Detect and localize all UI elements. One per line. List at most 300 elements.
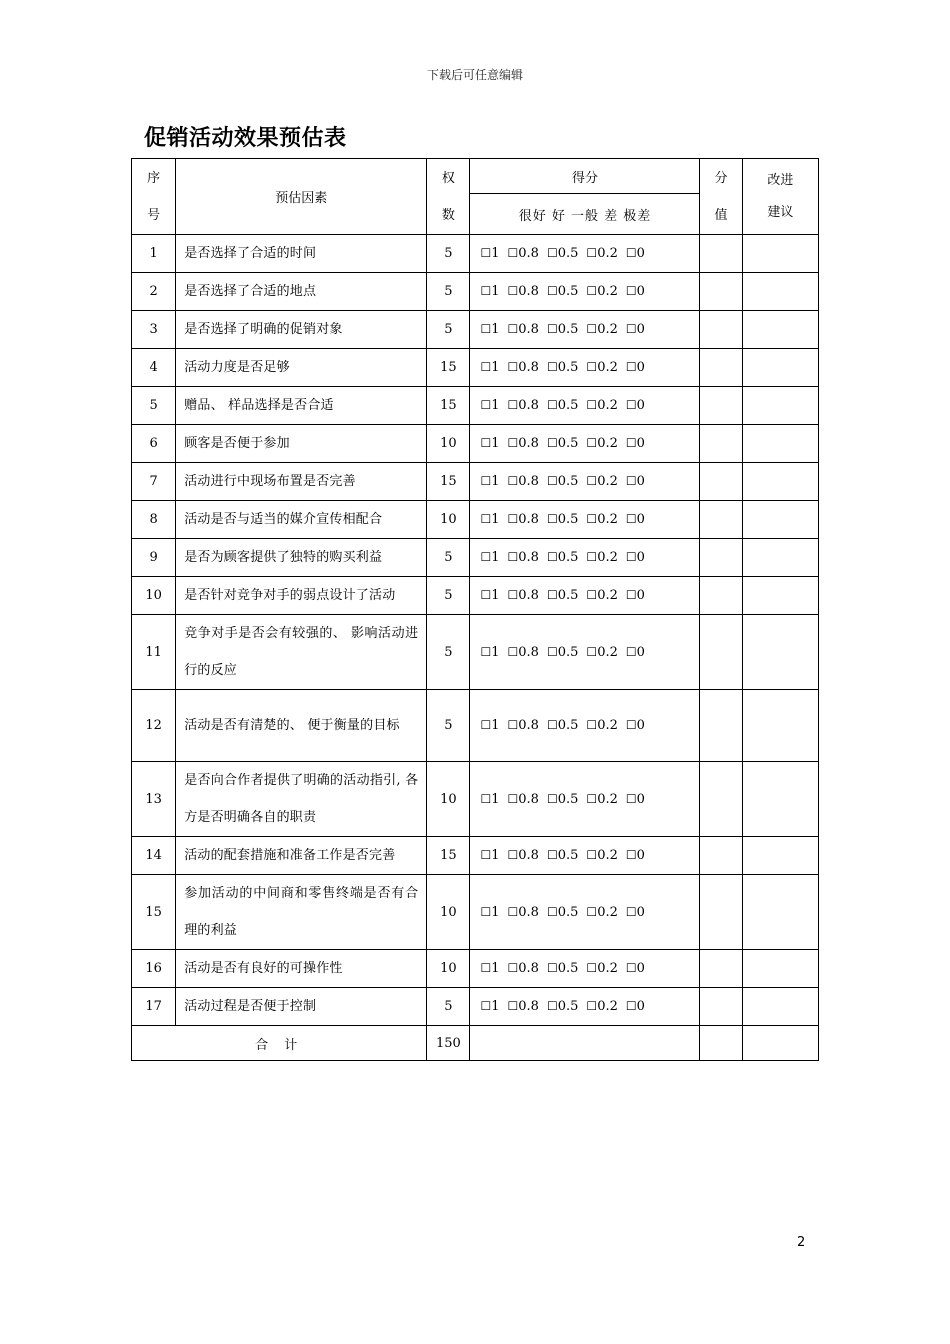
score-option-label: 0.2 <box>597 848 618 863</box>
score-option[interactable] <box>480 999 499 1014</box>
score-option-label: 1 <box>491 398 500 413</box>
row-number: 16 <box>132 950 176 988</box>
row-value-cell[interactable] <box>700 988 742 1026</box>
checkbox-icon[interactable]: ☐ <box>507 961 519 975</box>
score-option-label: 0.5 <box>557 791 579 807</box>
row-weight: 10 <box>427 875 470 950</box>
score-option[interactable] <box>586 961 617 976</box>
total-value-cell[interactable] <box>700 1026 742 1061</box>
score-option-label: 0.2 <box>597 436 618 451</box>
score-option[interactable] <box>586 645 617 660</box>
row-value-cell[interactable] <box>700 762 742 837</box>
score-option[interactable] <box>626 246 645 261</box>
score-option[interactable] <box>480 645 499 660</box>
checkbox-icon[interactable]: ☐ <box>480 644 492 659</box>
row-suggestion-cell[interactable] <box>742 463 818 501</box>
row-value-cell[interactable] <box>700 539 742 577</box>
checkbox-icon[interactable]: ☐ <box>546 904 558 919</box>
score-option-label: 0.5 <box>557 322 579 337</box>
score-option-label: 0.8 <box>518 718 539 733</box>
row-factor-cell <box>176 615 427 690</box>
checkbox-icon[interactable]: ☐ <box>586 360 598 374</box>
score-option[interactable] <box>547 999 578 1014</box>
row-suggestion-cell[interactable] <box>742 425 818 463</box>
score-option[interactable] <box>480 718 499 733</box>
row-score-options <box>470 950 700 988</box>
score-option-label: 0.8 <box>518 512 539 527</box>
checkbox-icon[interactable]: ☐ <box>480 718 492 732</box>
score-option[interactable] <box>547 718 578 733</box>
row-number: 2 <box>132 273 176 311</box>
row-suggestion-cell[interactable] <box>742 577 818 615</box>
checkbox-icon[interactable]: ☐ <box>586 999 598 1013</box>
score-option-label: 0 <box>636 718 645 733</box>
score-option[interactable] <box>547 474 578 489</box>
checkbox-icon[interactable]: ☐ <box>546 360 558 374</box>
score-option-label: 0.2 <box>597 246 618 261</box>
row-number: 14 <box>132 837 176 875</box>
score-option[interactable] <box>586 322 617 337</box>
checkbox-icon[interactable]: ☐ <box>625 246 637 260</box>
score-option[interactable] <box>626 905 645 920</box>
score-option[interactable] <box>508 360 539 375</box>
score-option[interactable] <box>508 645 539 660</box>
row-weight: 10 <box>427 950 470 988</box>
row-factor: 竞争对手是否会有较强的、 影响活动进行的反应 <box>184 626 419 678</box>
row-weight: 5 <box>427 311 470 349</box>
score-option[interactable] <box>586 360 617 375</box>
row-value-cell[interactable] <box>700 950 742 988</box>
total-suggestion-cell[interactable] <box>742 1026 818 1061</box>
score-option-label: 0.2 <box>597 512 618 527</box>
row-number: 8 <box>132 501 176 539</box>
row-value-cell[interactable] <box>700 837 742 875</box>
checkbox-icon[interactable]: ☐ <box>507 512 519 526</box>
checkbox-icon[interactable]: ☐ <box>507 999 519 1013</box>
score-option-label: 1 <box>491 284 500 299</box>
checkbox-icon[interactable]: ☐ <box>586 284 598 298</box>
checkbox-icon[interactable]: ☐ <box>507 436 519 450</box>
score-option[interactable] <box>547 322 578 337</box>
score-option-label: 0.5 <box>557 360 579 375</box>
score-option[interactable] <box>480 792 499 807</box>
checkbox-icon[interactable]: ☐ <box>625 512 637 526</box>
checkbox-icon[interactable]: ☐ <box>507 360 519 374</box>
header-value-line1: 分 <box>714 170 728 186</box>
score-option[interactable] <box>508 246 539 261</box>
score-option[interactable] <box>547 360 578 375</box>
score-option[interactable] <box>586 246 617 261</box>
header-suggestion <box>742 159 818 235</box>
score-option[interactable] <box>626 550 645 565</box>
document-title: 促销活动效果预估表 <box>144 126 347 151</box>
checkbox-icon[interactable]: ☐ <box>480 322 492 336</box>
score-option[interactable] <box>547 284 578 299</box>
score-option[interactable] <box>480 284 499 299</box>
score-option[interactable] <box>626 360 645 375</box>
score-option[interactable] <box>626 848 645 863</box>
checkbox-icon[interactable]: ☐ <box>625 550 637 564</box>
score-option[interactable] <box>547 848 578 863</box>
table-row <box>132 235 819 273</box>
checkbox-icon[interactable]: ☐ <box>625 398 637 412</box>
checkbox-icon[interactable]: ☐ <box>546 322 558 336</box>
score-option[interactable] <box>547 792 578 807</box>
row-number: 13 <box>132 762 176 837</box>
row-suggestion-cell[interactable] <box>742 387 818 425</box>
checkbox-icon[interactable]: ☐ <box>507 791 519 806</box>
checkbox-icon[interactable]: ☐ <box>507 246 519 260</box>
score-option-label: 1 <box>491 961 500 976</box>
row-value-cell[interactable] <box>700 875 742 950</box>
score-option[interactable] <box>508 588 539 603</box>
checkbox-icon[interactable]: ☐ <box>507 718 519 732</box>
score-option-label: 0.5 <box>557 436 579 451</box>
checkbox-icon[interactable]: ☐ <box>507 474 519 488</box>
score-option[interactable] <box>626 284 645 299</box>
score-option[interactable] <box>480 436 499 451</box>
score-option[interactable] <box>586 792 617 807</box>
row-suggestion-cell[interactable] <box>742 875 818 950</box>
score-option[interactable] <box>480 398 499 413</box>
checkbox-icon[interactable]: ☐ <box>546 848 558 862</box>
checkbox-icon[interactable]: ☐ <box>625 999 637 1013</box>
checkbox-icon[interactable]: ☐ <box>546 474 558 488</box>
row-value-cell[interactable] <box>700 577 742 615</box>
score-option[interactable] <box>508 792 539 807</box>
score-option[interactable] <box>626 718 645 733</box>
score-option-label: 0.8 <box>518 246 539 261</box>
score-option-label: 0 <box>636 436 645 451</box>
checkbox-icon[interactable]: ☐ <box>480 512 492 526</box>
row-suggestion-cell[interactable] <box>742 988 818 1026</box>
checkbox-icon[interactable]: ☐ <box>480 588 492 602</box>
row-suggestion-cell[interactable] <box>742 349 818 387</box>
score-option[interactable] <box>480 322 499 337</box>
table-row <box>132 950 819 988</box>
score-option-label: 0.8 <box>518 436 539 451</box>
row-weight: 5 <box>427 690 470 762</box>
checkbox-icon[interactable]: ☐ <box>625 322 637 336</box>
score-option[interactable] <box>480 588 499 603</box>
row-value-cell[interactable] <box>700 387 742 425</box>
checkbox-icon[interactable]: ☐ <box>625 791 637 806</box>
checkbox-icon[interactable]: ☐ <box>625 718 637 732</box>
checkbox-icon[interactable]: ☐ <box>546 550 558 564</box>
score-option[interactable] <box>626 999 645 1014</box>
score-option[interactable] <box>547 436 578 451</box>
checkbox-icon[interactable]: ☐ <box>625 904 637 919</box>
score-option[interactable] <box>586 848 617 863</box>
row-suggestion-cell[interactable] <box>742 311 818 349</box>
row-suggestion-cell[interactable] <box>742 273 818 311</box>
row-factor: 是否向合作者提供了明确的活动指引, 各方是否明确各自的职责 <box>184 773 419 825</box>
row-value-cell[interactable] <box>700 235 742 273</box>
row-weight: 10 <box>427 501 470 539</box>
score-option[interactable] <box>547 246 578 261</box>
score-option[interactable] <box>626 474 645 489</box>
row-score-options <box>470 273 700 311</box>
score-option[interactable] <box>586 550 617 565</box>
score-option[interactable] <box>508 322 539 337</box>
checkbox-icon[interactable]: ☐ <box>625 644 637 659</box>
row-value-cell[interactable] <box>700 501 742 539</box>
score-option[interactable] <box>586 474 617 489</box>
row-weight: 15 <box>427 387 470 425</box>
score-option[interactable] <box>480 905 499 920</box>
row-suggestion-cell[interactable] <box>742 762 818 837</box>
table-row <box>132 690 819 762</box>
row-suggestion-cell[interactable] <box>742 235 818 273</box>
score-option[interactable] <box>586 512 617 527</box>
checkbox-icon[interactable]: ☐ <box>586 474 598 488</box>
checkbox-icon[interactable]: ☐ <box>586 322 598 336</box>
checkbox-icon[interactable]: ☐ <box>586 904 598 919</box>
row-factor: 是否为顾客提供了独特的购买利益 <box>184 550 383 565</box>
checkbox-icon[interactable]: ☐ <box>586 848 598 862</box>
checkbox-icon[interactable]: ☐ <box>625 360 637 374</box>
checkbox-icon[interactable]: ☐ <box>546 718 558 732</box>
score-option-label: 1 <box>491 718 500 733</box>
checkbox-icon[interactable]: ☐ <box>507 904 519 919</box>
score-option[interactable] <box>480 550 499 565</box>
score-option[interactable] <box>508 436 539 451</box>
row-suggestion-cell[interactable] <box>742 615 818 690</box>
row-factor-cell <box>176 425 427 463</box>
score-option[interactable] <box>547 398 578 413</box>
score-option[interactable] <box>626 645 645 660</box>
row-number: 10 <box>132 577 176 615</box>
checkbox-icon[interactable]: ☐ <box>625 436 637 450</box>
checkbox-icon[interactable]: ☐ <box>480 848 492 862</box>
score-option-label: 0 <box>636 398 645 413</box>
total-weight: 150 <box>427 1026 470 1061</box>
score-option[interactable] <box>586 284 617 299</box>
score-option-label: 0.2 <box>597 644 618 660</box>
checkbox-icon[interactable]: ☐ <box>586 512 598 526</box>
checkbox-icon[interactable]: ☐ <box>586 961 598 975</box>
checkbox-icon[interactable]: ☐ <box>507 550 519 564</box>
score-option[interactable] <box>480 848 499 863</box>
score-option[interactable] <box>586 718 617 733</box>
row-weight: 5 <box>427 539 470 577</box>
table-row <box>132 501 819 539</box>
row-suggestion-cell[interactable] <box>742 837 818 875</box>
score-option[interactable] <box>626 588 645 603</box>
row-value-cell[interactable] <box>700 311 742 349</box>
header-note: 下载后可任意编辑 <box>426 68 523 82</box>
checkbox-icon[interactable]: ☐ <box>480 904 492 919</box>
checkbox-icon[interactable]: ☐ <box>586 644 598 659</box>
checkbox-icon[interactable]: ☐ <box>546 999 558 1013</box>
header-num <box>132 159 176 235</box>
row-factor-cell <box>176 950 427 988</box>
score-option[interactable] <box>547 645 578 660</box>
row-weight: 15 <box>427 349 470 387</box>
score-option[interactable] <box>626 792 645 807</box>
score-option-label: 0.2 <box>597 718 618 733</box>
checkbox-icon[interactable]: ☐ <box>480 550 492 564</box>
score-option-label: 1 <box>491 246 500 261</box>
score-option-label: 0.8 <box>518 791 539 807</box>
score-option[interactable] <box>508 284 539 299</box>
score-option-label: 0.8 <box>518 474 539 489</box>
score-option[interactable] <box>480 512 499 527</box>
score-option[interactable] <box>508 961 539 976</box>
checkbox-icon[interactable]: ☐ <box>507 284 519 298</box>
row-factor-cell <box>176 577 427 615</box>
score-option-label: 1 <box>491 999 500 1014</box>
score-option-label: 1 <box>491 791 500 807</box>
row-suggestion-cell[interactable] <box>742 690 818 762</box>
table-row <box>132 577 819 615</box>
score-option[interactable] <box>586 999 617 1014</box>
row-value-cell[interactable] <box>700 615 742 690</box>
score-option[interactable] <box>508 848 539 863</box>
score-option-label: 0.2 <box>597 904 618 920</box>
checkbox-icon[interactable]: ☐ <box>480 961 492 975</box>
score-option[interactable] <box>586 398 617 413</box>
score-option-label: 0.2 <box>597 550 618 565</box>
checkbox-icon[interactable]: ☐ <box>586 718 598 732</box>
checkbox-icon[interactable]: ☐ <box>586 436 598 450</box>
row-factor: 活动的配套措施和准备工作是否完善 <box>184 848 396 863</box>
row-weight: 5 <box>427 615 470 690</box>
checkbox-icon[interactable]: ☐ <box>480 398 492 412</box>
table-row <box>132 875 819 950</box>
checkbox-icon[interactable]: ☐ <box>507 644 519 659</box>
row-value-cell[interactable] <box>700 690 742 762</box>
score-option-label: 0.5 <box>557 246 579 261</box>
row-factor-cell <box>176 762 427 837</box>
row-suggestion-cell[interactable] <box>742 501 818 539</box>
checkbox-icon[interactable]: ☐ <box>480 999 492 1013</box>
checkbox-icon[interactable]: ☐ <box>507 398 519 412</box>
checkbox-icon[interactable]: ☐ <box>625 588 637 602</box>
score-option[interactable] <box>586 588 617 603</box>
checkbox-icon[interactable]: ☐ <box>546 791 558 806</box>
checkbox-icon[interactable]: ☐ <box>546 284 558 298</box>
checkbox-icon[interactable]: ☐ <box>480 284 492 298</box>
score-option[interactable] <box>547 905 578 920</box>
checkbox-icon[interactable]: ☐ <box>586 588 598 602</box>
checkbox-icon[interactable]: ☐ <box>546 588 558 602</box>
row-factor: 活动是否有良好的可操作性 <box>184 961 343 976</box>
checkbox-icon[interactable]: ☐ <box>480 474 492 488</box>
row-value-cell[interactable] <box>700 349 742 387</box>
row-weight: 5 <box>427 273 470 311</box>
row-suggestion-cell[interactable] <box>742 950 818 988</box>
score-option-label: 0.2 <box>597 588 618 603</box>
row-value-cell[interactable] <box>700 273 742 311</box>
score-option[interactable] <box>480 246 499 261</box>
checkbox-icon[interactable]: ☐ <box>480 246 492 260</box>
checkbox-icon[interactable]: ☐ <box>625 284 637 298</box>
header-factor: 预估因素 <box>176 159 427 235</box>
checkbox-icon[interactable]: ☐ <box>546 512 558 526</box>
score-option-label: 0 <box>636 999 645 1014</box>
score-option[interactable] <box>586 436 617 451</box>
score-option[interactable] <box>547 588 578 603</box>
checkbox-icon[interactable]: ☐ <box>507 588 519 602</box>
row-suggestion-cell[interactable] <box>742 539 818 577</box>
checkbox-icon[interactable]: ☐ <box>625 848 637 862</box>
checkbox-icon[interactable]: ☐ <box>480 360 492 374</box>
score-option-label: 0 <box>636 284 645 299</box>
row-score-options <box>470 690 700 762</box>
checkbox-icon[interactable]: ☐ <box>546 398 558 412</box>
score-option[interactable] <box>508 474 539 489</box>
checkbox-icon[interactable]: ☐ <box>480 436 492 450</box>
checkbox-icon[interactable]: ☐ <box>546 436 558 450</box>
score-option-label: 0.5 <box>557 999 579 1014</box>
checkbox-icon[interactable]: ☐ <box>586 550 598 564</box>
checkbox-icon[interactable]: ☐ <box>625 961 637 975</box>
score-option[interactable] <box>508 905 539 920</box>
row-factor-cell <box>176 690 427 762</box>
score-option[interactable] <box>480 360 499 375</box>
score-option[interactable] <box>480 961 499 976</box>
score-option[interactable] <box>508 550 539 565</box>
checkbox-icon[interactable]: ☐ <box>586 246 598 260</box>
checkbox-icon[interactable]: ☐ <box>507 848 519 862</box>
row-value-cell[interactable] <box>700 425 742 463</box>
score-option-label: 0 <box>636 904 645 920</box>
score-option-label: 1 <box>491 322 500 337</box>
row-weight: 5 <box>427 577 470 615</box>
header-suggestion-line1: 改进 <box>767 172 794 188</box>
table-row <box>132 762 819 837</box>
row-factor: 是否选择了合适的时间 <box>184 246 317 261</box>
total-label: 合 计 <box>132 1026 427 1061</box>
score-option[interactable] <box>626 961 645 976</box>
checkbox-icon[interactable]: ☐ <box>625 474 637 488</box>
checkbox-icon[interactable]: ☐ <box>507 322 519 336</box>
score-option[interactable] <box>626 322 645 337</box>
checkbox-icon[interactable]: ☐ <box>546 246 558 260</box>
row-score-options <box>470 501 700 539</box>
score-option[interactable] <box>547 512 578 527</box>
score-option[interactable] <box>508 512 539 527</box>
evaluation-table <box>131 158 819 1061</box>
score-option[interactable] <box>626 398 645 413</box>
row-value-cell[interactable] <box>700 463 742 501</box>
score-option[interactable] <box>480 474 499 489</box>
score-option[interactable] <box>508 999 539 1014</box>
row-number: 17 <box>132 988 176 1026</box>
score-option[interactable] <box>586 905 617 920</box>
score-option[interactable] <box>508 398 539 413</box>
checkbox-icon[interactable]: ☐ <box>586 791 598 806</box>
score-option[interactable] <box>626 436 645 451</box>
checkbox-icon[interactable]: ☐ <box>480 791 492 806</box>
score-option-label: 0.5 <box>557 284 579 299</box>
score-option-label: 1 <box>491 904 500 920</box>
score-option-label: 0.2 <box>597 322 618 337</box>
score-option-label: 1 <box>491 360 500 375</box>
score-option[interactable] <box>547 550 578 565</box>
row-number: 11 <box>132 615 176 690</box>
checkbox-icon[interactable]: ☐ <box>546 644 558 659</box>
score-option[interactable] <box>508 718 539 733</box>
score-option[interactable] <box>547 961 578 976</box>
checkbox-icon[interactable]: ☐ <box>586 398 598 412</box>
checkbox-icon[interactable]: ☐ <box>546 961 558 975</box>
score-option-label: 0 <box>636 848 645 863</box>
score-option-label: 1 <box>491 644 500 660</box>
score-option-label: 0.5 <box>557 512 579 527</box>
score-option[interactable] <box>626 512 645 527</box>
